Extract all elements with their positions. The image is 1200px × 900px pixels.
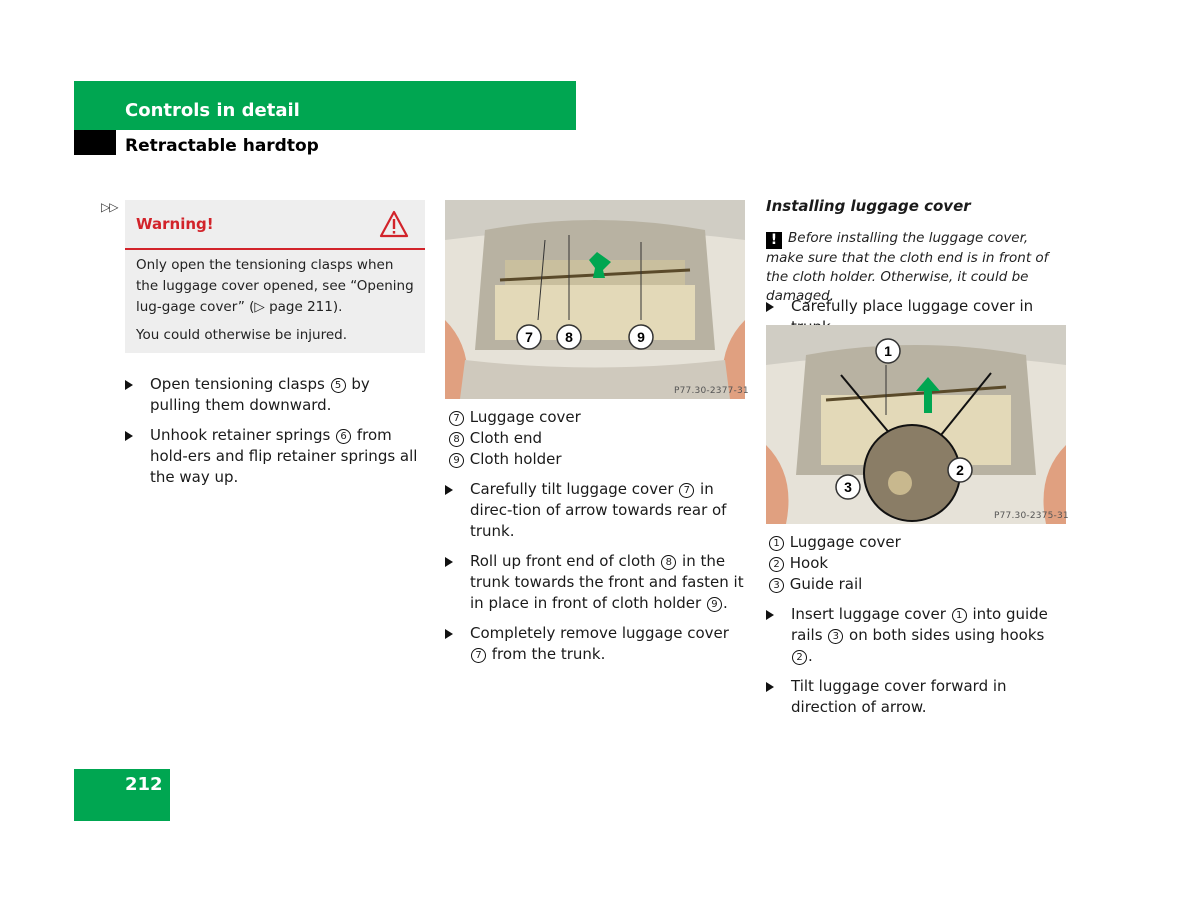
legend-item: 2 Hook: [768, 553, 901, 574]
section-marker: [74, 130, 116, 155]
ref-marker: 7: [679, 483, 694, 498]
bullet-icon: [766, 682, 774, 692]
legend-item: 1 Luggage cover: [768, 532, 901, 553]
step-item: Roll up front end of cloth 8 in the trunk towards the front and fasten it in place in front of cloth holder 9 .: [445, 551, 745, 614]
step-item: Unhook retainer springs 6 from hold-ers and flip retainer springs all the way up.: [125, 425, 425, 488]
ref-marker: 2: [792, 650, 807, 665]
step-item: Insert luggage cover 1 into guide rails 3 on both sides using hooks 2 .: [766, 604, 1066, 667]
col2-steps: [445, 479, 745, 674]
callout-8: 8: [565, 329, 573, 345]
legend-item: 8 Cloth end: [448, 428, 581, 449]
warning-consequence: You could otherwise be injured.: [136, 327, 347, 343]
col1-steps: [125, 374, 425, 497]
bullet-icon: [445, 629, 453, 639]
figure1-legend: [448, 407, 581, 470]
step-item: Tilt luggage cover forward in direction of arrow.: [766, 676, 1066, 718]
ref-marker: 5: [331, 378, 346, 393]
callout-9: 9: [637, 329, 645, 345]
step-item: Open tensioning clasps 5 by pulling them downward.: [125, 374, 425, 416]
warning-label: Warning!: [136, 215, 214, 233]
ref-marker: 8: [661, 555, 676, 570]
legend-item: 3 Guide rail: [768, 574, 901, 595]
continued-marker: ▷▷: [101, 200, 118, 214]
chapter-title: Controls in detail: [125, 100, 300, 121]
bullet-icon: [445, 557, 453, 567]
callout-3: 3: [844, 479, 852, 495]
figure1-code: P77.30-2377-31: [674, 386, 749, 396]
trunk-illustration: [445, 200, 745, 399]
ref-marker: 9: [707, 597, 722, 612]
caution-icon: !: [766, 232, 782, 249]
bullet-icon: [445, 485, 453, 495]
step-item: Completely remove luggage cover 7 from the trunk.: [445, 623, 745, 665]
ref-marker: 1: [952, 608, 967, 623]
col3-steps: [766, 604, 1066, 727]
ref-marker: 6: [336, 429, 351, 444]
bullet-icon: [766, 302, 774, 312]
legend-item: 7 Luggage cover: [448, 407, 581, 428]
ref-marker: 7: [471, 648, 486, 663]
ref-marker: 3: [828, 629, 843, 644]
warning-triangle-icon: [379, 210, 409, 238]
figure2-code: P77.30-2375-31: [994, 511, 1069, 521]
step-item: Carefully tilt luggage cover 7 in direc-tion of arrow towards rear of trunk.: [445, 479, 745, 542]
trunk-install-illustration: [766, 325, 1066, 524]
callout-7: 7: [525, 329, 533, 345]
section-heading: Installing luggage cover: [766, 197, 971, 215]
caution-note: ! Before installing the luggage cover, make sure that the cloth end is in front of the cloth holder. Otherwise, it could be damaged.: [766, 230, 1049, 304]
figure-trunk-removal: [445, 200, 745, 399]
step-item: Carefully place luggage cover in: [766, 296, 1066, 338]
legend-item: 9 Cloth holder: [448, 449, 581, 470]
section-title: Retractable hardtop: [125, 136, 319, 156]
figure2-legend: [768, 532, 901, 595]
page-number: 212: [125, 774, 163, 795]
bullet-icon: [125, 431, 133, 441]
bullet-icon: [766, 610, 774, 620]
callout-1: 1: [884, 343, 892, 359]
bullet-icon: [125, 380, 133, 390]
callout-2: 2: [956, 462, 964, 478]
warning-text: Only open the tensioning clasps when the luggage cover opened, see “Opening lug-gage cover” (▷ page 211).: [136, 257, 414, 315]
figure-trunk-install: [766, 325, 1066, 524]
